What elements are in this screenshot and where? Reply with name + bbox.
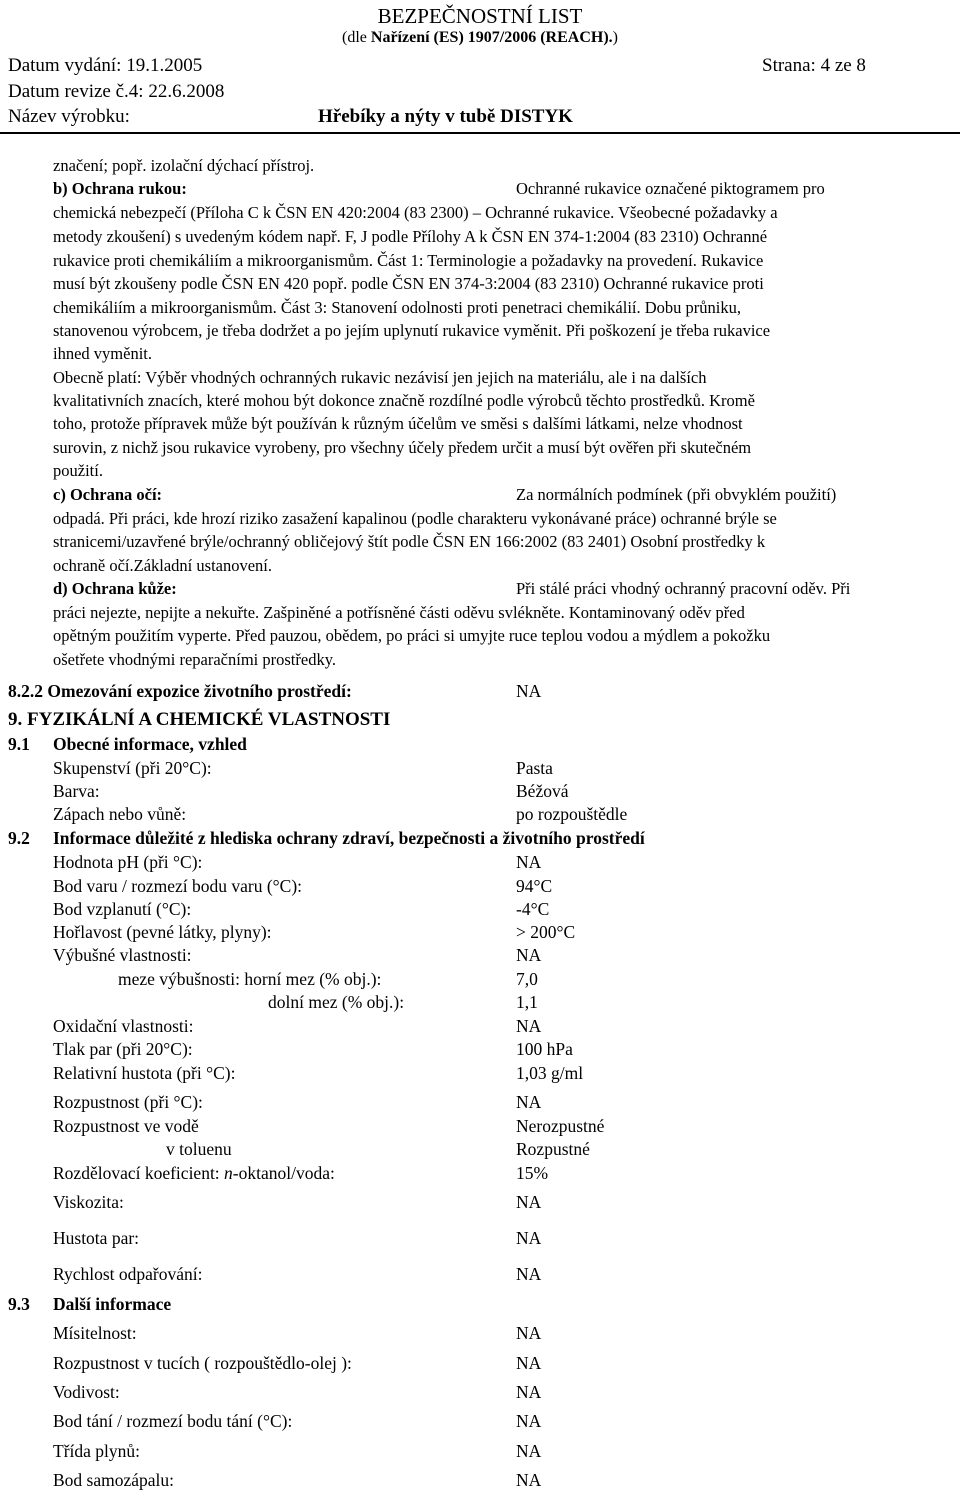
environment-exposure-label: 8.2.2 Omezování expozice životního prostředí:: [8, 681, 352, 701]
color-label: Barva:: [53, 781, 100, 801]
revision-date: Datum revize č.4: 22.6.2008: [8, 81, 225, 102]
environment-exposure-value: NA: [516, 681, 542, 701]
vapor-density-label: Hustota par:: [53, 1228, 140, 1248]
odor-label: Zápach nebo vůně:: [53, 804, 187, 824]
vapor-pressure-label: Tlak par (při 20°C):: [53, 1039, 193, 1059]
section-9-1-title: Obecné informace, vzhled: [53, 734, 247, 754]
evaporation-rate-value: NA: [516, 1264, 542, 1284]
partition-coefficient-label-pre: Rozdělovací koeficient:: [53, 1163, 225, 1183]
section-9-title: 9. FYZIKÁLNÍ A CHEMICKÉ VLASTNOSTI: [8, 709, 391, 730]
oxidizing-properties-label: Oxidační vlastnosti:: [53, 1016, 194, 1036]
hands-line-3: rukavice proti chemikáliím a mikroorganismům. Část 1: Terminologie a požadavky na provedení. Rukavice: [53, 251, 764, 270]
flammability-label: Hořlavost (pevné látky, plyny):: [53, 922, 272, 942]
physical-state-label: Skupenství (při 20°C):: [53, 758, 212, 778]
regulation-reference: Nařízení (ES) 1907/2006 (REACH).: [370, 29, 613, 46]
hands-protection-value: Ochranné rukavice označené piktogramem pro: [516, 179, 825, 198]
document-title: BEZPEČNOSTNÍ LIST: [377, 4, 583, 28]
ph-value: NA: [516, 852, 542, 872]
physical-state-value: Pasta: [516, 758, 553, 778]
hands-line-10: toho, protože přípravek může být používán k různým účelům ve směsi s dalšími látkami, nelze vhodnost: [53, 414, 743, 433]
skin-protection-label: d) Ochrana kůže:: [53, 579, 177, 598]
upper-explosion-limit-value: 7,0: [516, 969, 538, 989]
relative-density-value: 1,03 g/ml: [516, 1063, 584, 1083]
gas-class-label: Třída plynů:: [53, 1441, 140, 1461]
section-9-3-title: Další informace: [53, 1294, 172, 1314]
hands-line-11: surovin, z nichž jsou rukavice vyrobeny, pro všechny účely předem určit a musí být ověřen při skutečném: [53, 438, 752, 457]
flash-point-label: Bod vzplanutí (°C):: [53, 899, 192, 919]
eyes-line-2: stranicemi/uzavřené brýle/ochranný obličejový štít podle ČSN EN 166:2002 (83 2401) Osobní prostředky k: [53, 532, 766, 551]
ph-label: Hodnota pH (při °C):: [53, 852, 203, 872]
partition-coefficient-label: [53, 1162, 335, 1184]
section-9-1-number: 9.1: [8, 734, 30, 754]
fat-solubility-label: Rozpustnost v tucích ( rozpouštědlo-olej ):: [53, 1353, 352, 1373]
viscosity-value: NA: [516, 1192, 542, 1212]
explosive-properties-value: NA: [516, 945, 542, 965]
melting-point-value: NA: [516, 1411, 542, 1431]
lower-explosion-limit-value: 1,1: [516, 992, 538, 1012]
partition-coefficient-value: 15%: [516, 1163, 549, 1183]
toluene-solubility-label: v toluenu: [166, 1139, 232, 1159]
hands-line-5: chemikáliím a mikroorganismům. Část 3: Stanovení odolnosti proti penetraci chemikálií. Dobu průniku,: [53, 298, 741, 317]
page-number: Strana: 4 ze 8: [762, 55, 866, 76]
hands-line-8: Obecně platí: Výběr vhodných ochranných rukavic nezávisí jen jejich na materiálu, ale i na dalších: [53, 368, 707, 387]
viscosity-label: Viskozita:: [53, 1192, 124, 1212]
eyes-line-1: odpadá. Při práci, kde hrozí riziko zasažení kapalinou (podle charakteru vykonávané práce) ochranné brýle se: [53, 509, 777, 528]
miscibility-value: NA: [516, 1323, 542, 1343]
hands-line-6: stanovenou výrobcem, je třeba dodržet a po jejím uplynutí rukavice vyměnit. Při poškození je třeba rukavice: [53, 321, 771, 340]
eyes-protection-label: c) Ochrana očí:: [53, 485, 163, 504]
fat-solubility-value: NA: [516, 1353, 542, 1373]
oxidizing-properties-value: NA: [516, 1016, 542, 1036]
relative-density-label: Relativní hustota (při °C):: [53, 1063, 236, 1083]
hands-line-2: metody zkoušení) s uvedeným kódem např. F, J podle Přílohy A k ČSN EN 374-1:2004 (83 2310) Ochranné: [53, 227, 768, 246]
autoignition-value: NA: [516, 1470, 542, 1490]
odor-value: po rozpouštědle: [516, 804, 628, 824]
hands-line-4: musí být zkoušeny podle ČSN EN 420 popř. podle ČSN EN 374-3:2004 (83 2310) Ochranné rukavice proti: [53, 274, 764, 293]
color-value: Béžová: [516, 781, 569, 801]
melting-point-label: Bod tání / rozmezí bodu tání (°C):: [53, 1411, 293, 1431]
product-name: Hřebíky a nýty v tubě DISTYK: [318, 106, 573, 127]
hands-protection-label: b) Ochrana rukou:: [53, 179, 187, 198]
toluene-solubility-value: Rozpustné: [516, 1139, 590, 1159]
header-divider: [0, 132, 960, 134]
respiratory-continuation: značení; popř. izolační dýchací přístroj.: [53, 156, 315, 175]
conductivity-label: Vodivost:: [53, 1382, 120, 1402]
lower-explosion-limit-label: dolní mez (% obj.):: [268, 992, 405, 1012]
section-9-2-title: Informace důležité z hlediska ochrany zdraví, bezpečnosti a životního prostředí: [53, 828, 645, 848]
skin-line-3: ošetřete vhodnými reparačními prostředky.: [53, 650, 337, 669]
vapor-density-value: NA: [516, 1228, 542, 1248]
section-9-2-number: 9.2: [8, 828, 30, 848]
solubility-value: NA: [516, 1092, 542, 1112]
explosive-properties-label: Výbušné vlastnosti:: [53, 945, 192, 965]
gas-class-value: NA: [516, 1441, 542, 1461]
skin-protection-value: Při stálé práci vhodný ochranný pracovní oděv. Při: [516, 579, 851, 598]
hands-line-9: kvalitativních znacích, které mohou být dokonce značně rozdílné podle výrobců těchto prostředků. Kromě: [53, 391, 755, 410]
vapor-pressure-value: 100 hPa: [516, 1039, 573, 1059]
upper-explosion-limit-label: meze výbušnosti: horní mez (% obj.):: [118, 969, 382, 989]
flammability-value: > 200°C: [516, 922, 576, 942]
section-9-3-number: 9.3: [8, 1294, 30, 1314]
eyes-line-3: ochraně očí.Základní ustanovení.: [53, 556, 273, 575]
subtitle-post: ): [612, 29, 618, 46]
evaporation-rate-label: Rychlost odpařování:: [53, 1264, 203, 1284]
water-solubility-value: Nerozpustné: [516, 1116, 605, 1136]
boiling-point-value: 94°C: [516, 876, 553, 896]
autoignition-label: Bod samozápalu:: [53, 1470, 175, 1490]
skin-line-2: opětným použitím vyperte. Před pauzou, obědem, po práci si umyjte ruce teplou vodou a mýdlem a pokožku: [53, 626, 771, 645]
hands-line-1: chemická nebezpečí (Příloha C k ČSN EN 420:2004 (83 2300) – Ochranné rukavice. Všeobecné požadavky a: [53, 203, 778, 222]
partition-coefficient-label-post: -oktanol/voda:: [232, 1163, 335, 1183]
partition-coefficient-label-n: n: [224, 1163, 233, 1183]
issue-date: Datum vydání: 19.1.2005: [8, 55, 203, 76]
flash-point-value: -4°C: [516, 899, 550, 919]
subtitle-pre: (dle: [342, 29, 371, 46]
hands-line-7: ihned vyměnit.: [53, 344, 152, 363]
conductivity-value: NA: [516, 1382, 542, 1402]
miscibility-label: Mísitelnost:: [53, 1323, 137, 1343]
solubility-label: Rozpustnost (při °C):: [53, 1092, 203, 1112]
eyes-protection-value: Za normálních podmínek (při obvyklém použití): [516, 485, 837, 504]
product-label: Název výrobku:: [8, 106, 130, 127]
document-subtitle: [0, 29, 960, 47]
boiling-point-label: Bod varu / rozmezí bodu varu (°C):: [53, 876, 303, 896]
hands-line-12: použití.: [53, 461, 103, 480]
water-solubility-label: Rozpustnost ve vodě: [53, 1116, 199, 1136]
skin-line-1: práci nejezte, nepijte a nekuřte. Zašpiněné a potřísněné části oděvu svlékněte. Kontaminovaný oděv před: [53, 603, 745, 622]
